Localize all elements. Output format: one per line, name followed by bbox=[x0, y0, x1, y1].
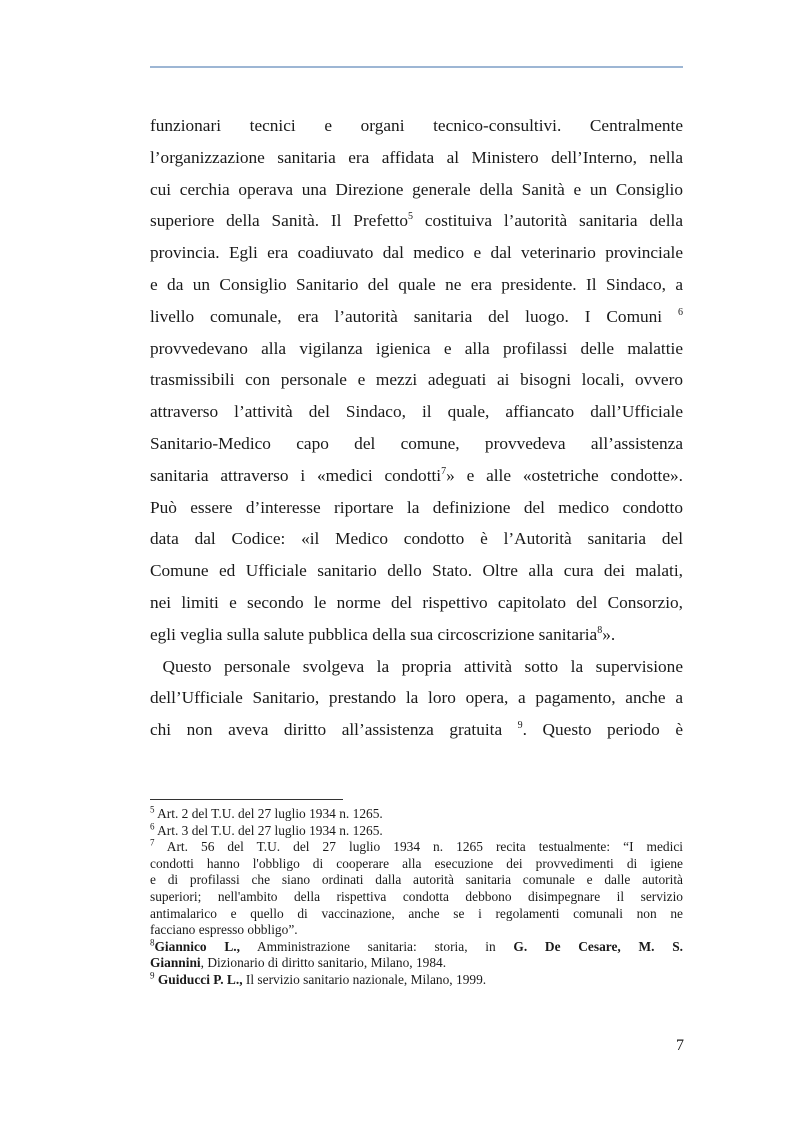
footnote-7: $^7$ Art. 56 del T.U. del 27 luglio 1934 n. 1265 recita testualmente: “I medici condotti hanno l'obbligo di cooperare alla esecuzione dei provvedimenti di igiene e di profilassi che siano ordinati dalla autorità sanitaria comunale e dalle autorità superiori; nell'ambito della rispettiva condotta debbono disimpegnare il servizio antimalarico e quello di vaccinazione, anche se i regolamenti comunali non ne facciano espresso obbligo”. bbox=[150, 837, 683, 938]
text-line: dell’Ufficiale Sanitario, prestando la loro opera, a pagamento, anche a bbox=[150, 688, 683, 708]
text-line: sanitaria attraverso i «medici condotti$^7$» e alle «ostetriche condotte». bbox=[150, 465, 683, 485]
text-line: Questo personale svolgeva la propria attività sotto la supervisione bbox=[150, 656, 683, 676]
text-line: e da un Consiglio Sanitario del quale ne era presidente. Il Sindaco, a bbox=[150, 274, 683, 294]
text-line: provincia. Egli era coadiuvato dal medico e dal veterinario provinciale bbox=[150, 243, 683, 263]
text-line: chi non aveva diritto all’assistenza gratuita $^9$. Questo periodo è bbox=[150, 720, 684, 740]
text-line: Comune ed Ufficiale sanitario dello Stato. Oltre alla cura dei malati, bbox=[150, 561, 683, 581]
text-line: Può essere d’interesse riportare la definizione del medico condotto bbox=[150, 497, 683, 517]
text-line: l’organizzazione sanitaria era affidata al Ministero dell’Interno, nella bbox=[150, 147, 683, 167]
footnote-5: $^5$ Art. 2 del T.U. del 27 luglio 1934 n. 1265. bbox=[150, 804, 383, 821]
text-line: cui cerchia operava una Direzione generale della Sanità e un Consiglio bbox=[150, 179, 683, 199]
footnote-ref-7[interactable]: 7 bbox=[441, 466, 447, 477]
text-line: egli veglia sulla salute pubblica della sua circoscrizione sanitaria$^8$». bbox=[150, 624, 616, 644]
footnote-6: $^6$ Art. 3 del T.U. del 27 luglio 1934 n. 1265. bbox=[150, 821, 383, 838]
footnote-ref-6[interactable]: 6 bbox=[678, 307, 683, 319]
footnote-ref-9[interactable]: 9 bbox=[517, 720, 523, 732]
footnote-ref-5[interactable]: 5 bbox=[408, 211, 413, 223]
footnote-separator bbox=[150, 799, 343, 800]
text-line: livello comunale, era l’autorità sanitaria del luogo. I Comuni $^6$ bbox=[150, 306, 683, 326]
text-line: superiore della Sanità. Il Prefetto$^5$ costituiva l’autorità sanitaria della bbox=[150, 211, 683, 231]
footnote-9: $^9$ Guiducci P. L., Il servizio sanitario nazionale, Milano, 1999. bbox=[150, 970, 487, 987]
footnotes bbox=[150, 806, 683, 989]
text-line: data dal Codice: «il Medico condotto è l’Autorità sanitaria del bbox=[150, 529, 683, 549]
body-text bbox=[150, 110, 683, 746]
text-line: funzionari tecnici e organi tecnico-consultivi. Centralmente bbox=[150, 116, 683, 135]
text-line: provvedevano alla vigilanza igienica e alla profilassi delle malattie bbox=[150, 338, 683, 358]
text-line: Sanitario-Medico capo del comune, provvedeva all’assistenza bbox=[150, 433, 683, 453]
footnote-8: $^8$Giannico L., Amministrazione sanitaria: storia, in G. De Cesare, M. S. Giannini, Dizionario di diritto sanitario, Milano, 1984. bbox=[150, 937, 684, 971]
text-line: attraverso l’attività del Sindaco, il quale, affiancato dall’Ufficiale bbox=[150, 402, 683, 422]
text-line: trasmissibili con personale e mezzi adeguati ai bisogni locali, ovvero bbox=[150, 370, 683, 390]
footnote-ref-8[interactable]: 8 bbox=[597, 624, 603, 636]
text-line: nei limiti e secondo le norme del rispettivo capitolato del Consorzio, bbox=[150, 592, 683, 612]
page-number: 7 bbox=[676, 1037, 684, 1054]
header-rule bbox=[150, 66, 683, 68]
